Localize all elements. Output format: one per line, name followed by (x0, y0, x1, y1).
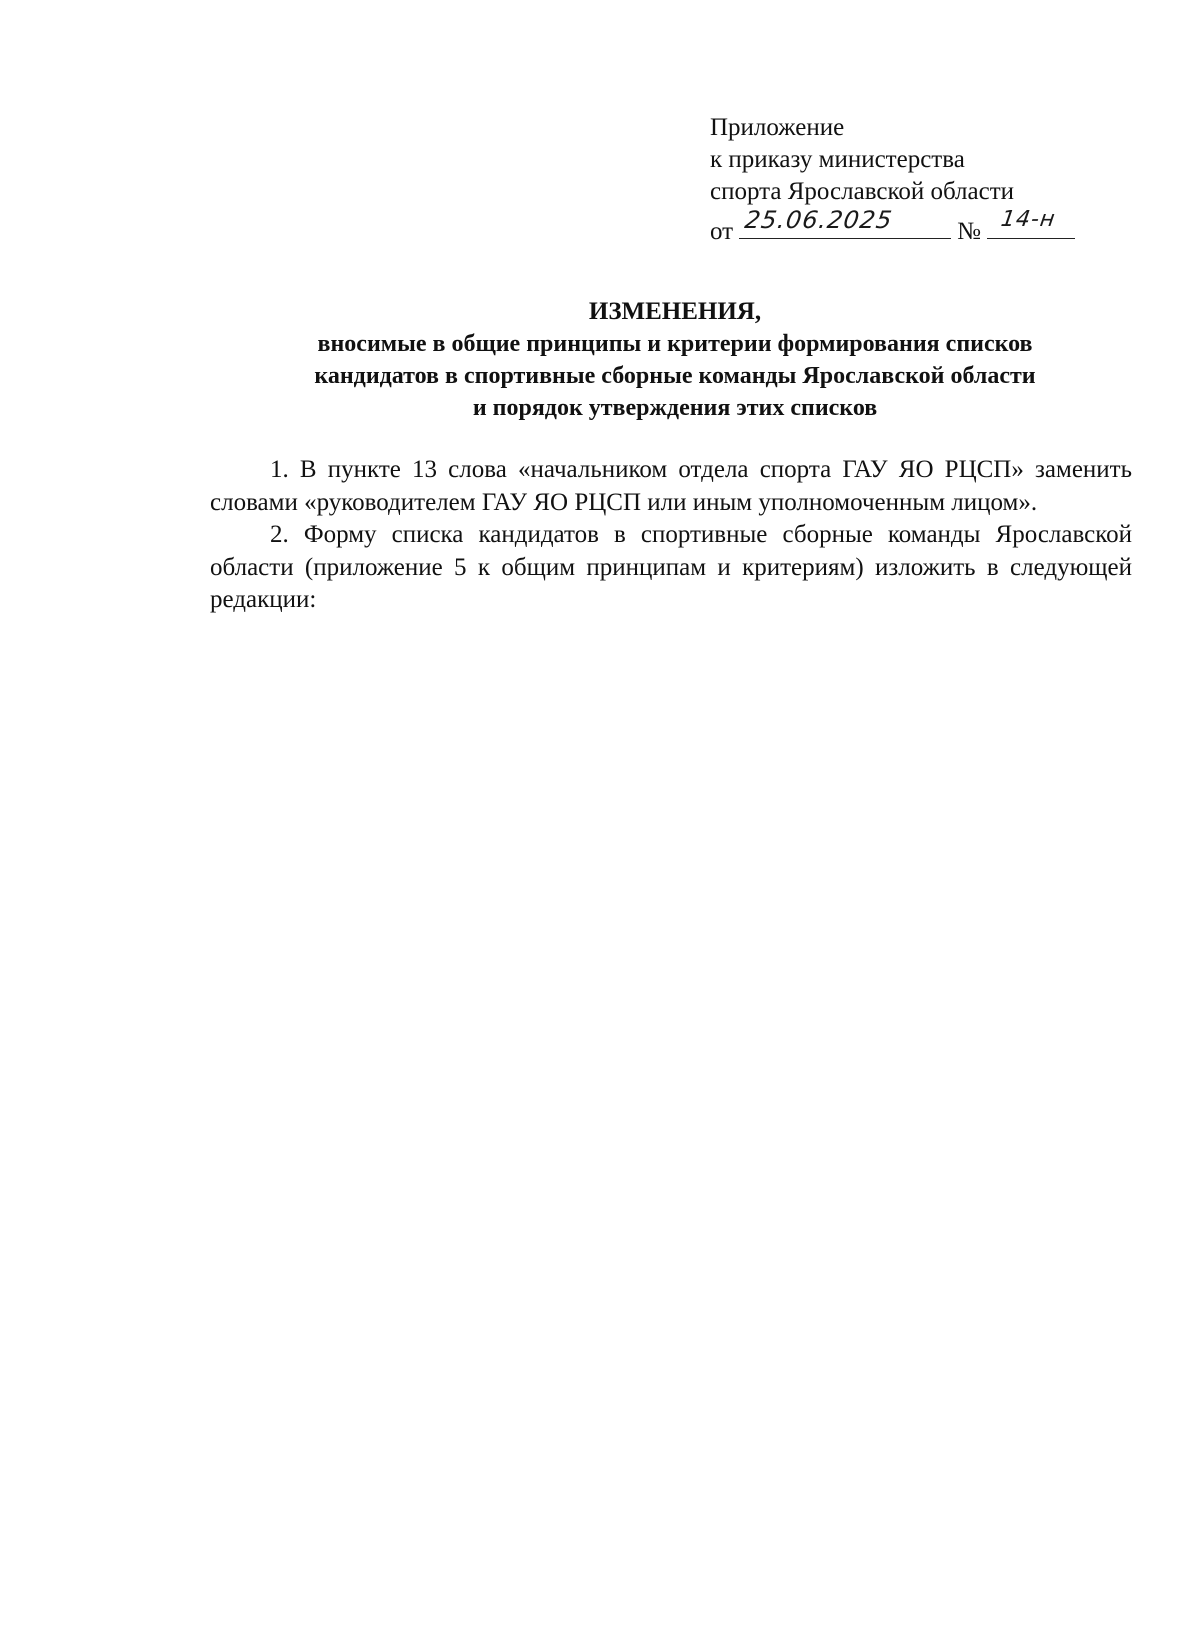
title-subline-1: вносимые в общие принципы и критерии формирования списков (317, 331, 1033, 357)
attachment-ministry: спорта Ярославской области (710, 178, 1015, 205)
paragraph-2: 2. Форму списка кандидатов в спортивные сборные команды Ярославской области (приложение 5 к общим принципам и критериям) изложить в следующей редакции: (210, 521, 1132, 613)
title-heading: ИЗМЕНЕНИЯ, (588, 298, 762, 325)
handwritten-number: 14-н (999, 207, 1058, 232)
title-subline-3: и порядок утверждения этих списков (472, 395, 878, 421)
order-date-number-line (710, 208, 1110, 248)
handwritten-date: 25.06.2025 (743, 206, 895, 234)
document-title (210, 296, 1140, 424)
attachment-title: Приложение (710, 114, 845, 141)
attachment-order-ref: к приказу министерства (710, 146, 965, 173)
paragraph-1: 1. В пункте 13 слова «начальником отдела спорта ГАУ ЯО РЦСП» заменить словами «руководителем ГАУ ЯО РЦСП или иным уполномоченным лицом». (210, 456, 1132, 516)
handwritten-number-field (987, 208, 1075, 239)
title-subline-2: кандидатов в спортивные сборные команды Ярославской области (314, 363, 1036, 389)
number-sign: № (957, 218, 981, 245)
document-body (210, 454, 1132, 617)
date-prefix: от (710, 218, 734, 245)
attachment-block (710, 112, 1110, 248)
handwritten-date-field (739, 208, 951, 239)
